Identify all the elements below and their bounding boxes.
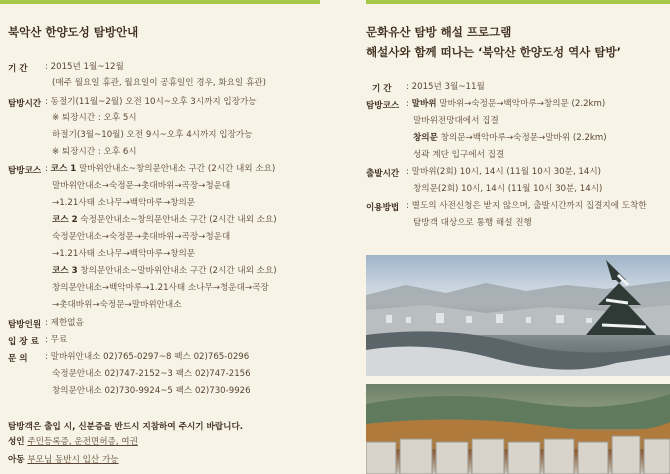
course3-line [52,266,277,277]
program-course2-meet: 성곽 계단 입구에서 집결 [413,150,505,160]
contact-3: 창의문안내소 02)730-9924~5 팩스 02)730-9926 [52,386,251,396]
program-time-1-text: 말바위(2회) 10시, 14시 (11월 10시 30분, 14시) [411,167,602,177]
child-value: 부모님 동반시 입산 가능 [27,455,119,465]
program-course1: : 말바위 말바위→숙정문→백악마루→창의문 (2.2km) [406,99,606,109]
program-course2-route: 창의문→백악마루→숙정문→말바위 (2.2km) [437,133,607,143]
program-course1-meet: 말바위전망대에서 집결 [413,116,499,126]
people-value: : 제한없음 [45,318,84,328]
course1-desc: 말바위안내소~창의문안내소 구간 (2시간 내외 소요) [76,164,276,174]
contact-label: 문 의 [8,354,28,364]
hours-winter-exit: ※ 퇴장시간 : 오후 5시 [52,113,137,123]
period-value: : 2015년 1월~12월 [45,62,124,72]
contact-1: : 말바위안내소 02)765-0297~8 팩스 02)765-0296 [45,352,250,362]
right-title-1: 문화유산 탐방 해설 프로그램 [366,25,512,39]
left-accent-bar [0,0,320,4]
hours-summer: 하절기(3월~10월) 오전 9시~오후 4시까지 입장가능 [52,130,253,140]
snowy-city-view-photo [366,255,670,376]
hours-summer-exit: ※ 퇴장시간 : 오후 6시 [52,147,137,157]
left-title: 북악산 한양도성 탐방안내 [8,25,139,39]
course2-desc: 숙정문안내소~창의문안내소 구간 (2시간 내외 소요) [77,215,277,225]
hours-winter: : 동절기(11월~2월) 오전 10시~오후 3시까지 입장가능 [45,97,257,107]
contact-2: 숙정문안내소 02)747-2152~3 팩스 02)747-2156 [52,369,251,379]
right-accent-bar [366,0,670,4]
course2-route-b: →1.21사태 소나무→백악마루→창의문 [52,249,196,259]
adult-value: 주민등록증, 운전면허증, 여권 [27,437,138,447]
program-time-label: 출발시간 [366,169,400,179]
program-use-1: : 별도의 사전신청은 받지 않으며, 출발시간까지 집결지에 도착한 [406,201,647,211]
program-use-2: 탐방객 대상으로 통행 해설 진행 [413,218,532,228]
fee-label: 입 장 료 [8,337,39,347]
course1-route-b: →1.21사태 소나무→백악마루→창의문 [52,198,196,208]
course2-line [52,215,277,226]
program-course1-route: 말바위→숙정문→백악마루→창의문 (2.2km) [436,99,606,109]
program-period-label: 기 간 [372,84,392,94]
course2-title: 코스 2 [52,215,78,225]
hours-label: 탐방시간 [8,99,42,109]
snowy-city-view-illustration [366,255,670,376]
id-notice: 탐방객은 출입 시, 신분증을 반드시 지참하여 주시기 바랍니다. [8,422,244,432]
course2-route-a: 숙정문안내소→숙정문→촛대바위→곡장→청운대 [52,232,231,242]
period-note: (매주 월요일 휴관, 월요일이 공휴일인 경우, 화요일 휴관) [52,78,266,88]
program-course2-title: 창의문 [413,133,438,143]
course3-title: 코스 3 [52,266,78,276]
program-use-1-text: 별도의 사전신청은 받지 않으며, 출발시간까지 집결지에 도착한 [411,201,647,211]
child-label: 아동 [8,455,25,465]
program-course1-title: 말바위 [411,99,437,109]
child-id-line [8,455,119,466]
people-label: 탐방인원 [8,320,42,330]
course3-route-b: →촛대바위→숙정문→말바위안내소 [52,300,182,310]
people-value-text: 제한없음 [50,318,84,328]
program-time-1: : 말바위(2회) 10시, 14시 (11월 10시 30분, 14시) [406,167,602,177]
hours-winter-text: 동절기(11월~2월) 오전 10시~오후 3시까지 입장가능 [50,97,257,107]
period-value-text: 2015년 1월~12월 [50,62,124,72]
course3-desc: 창의문안내소~말바위안내소 구간 (2시간 내외 소요) [77,266,277,276]
course1-title: 코스 1 [50,164,77,174]
fortress-wall-illustration [366,384,670,474]
course-label: 탐방코스 [8,166,42,176]
period-label: 기 간 [8,64,28,74]
contact-1-text: 말바위안내소 02)765-0297~8 팩스 02)765-0296 [50,352,250,362]
right-title-2: 해설사와 함께 떠나는 ‘북악산 한양도성 역사 탐방’ [366,45,621,59]
fortress-wall-photo [366,384,670,474]
adult-label: 성인 [8,437,25,447]
program-period: : 2015년 3월~11월 [406,82,485,92]
fee-value-text: 무료 [50,335,68,345]
program-time-2: 창의문(2회) 10시, 14시 (11월 10시 30분, 14시) [413,184,603,194]
course1-line: : 코스 1 말바위안내소~창의문안내소 구간 (2시간 내외 소요) [45,164,276,174]
course1-route-a: 말바위안내소→숙정문→촛대바위→곡장→청운대 [52,181,231,191]
fee-value: : 무료 [45,335,68,345]
program-period-text: 2015년 3월~11월 [411,82,485,92]
course3-route-a: 창의문안내소→백악마루→1.21사태 소나무→청운대→곡장 [52,283,269,293]
program-course2 [413,133,607,144]
program-use-label: 이용방법 [366,203,400,213]
program-course-label: 탐방코스 [366,101,400,111]
adult-id-line [8,437,138,448]
